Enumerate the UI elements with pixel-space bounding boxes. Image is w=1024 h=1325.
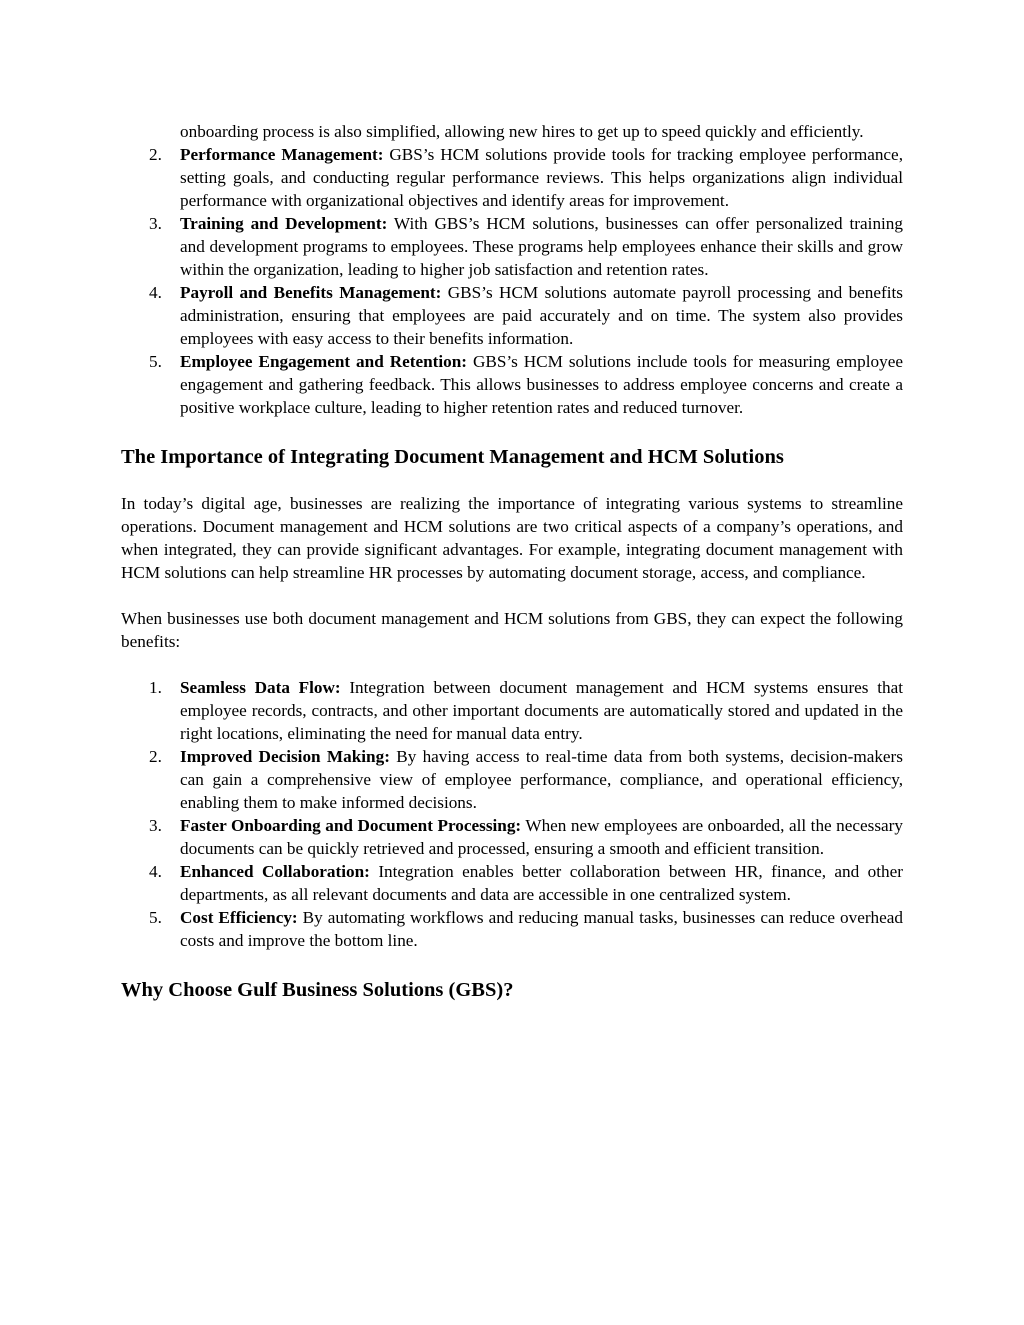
list-item-number: 5.: [149, 352, 162, 371]
list-item-title: Performance Management:: [180, 145, 384, 164]
list-item-title: Employee Engagement and Retention:: [180, 352, 468, 371]
list-item: [121, 676, 903, 745]
list-item-number: 3.: [149, 214, 162, 233]
list-item-text: GBS’s HCM solutions include tools for measuring employee engagement and gathering feedback. This allows businesses to address employee concerns and create a positive workplace culture, leading to higher retention rates and reduced turnover.: [180, 352, 903, 417]
list-item-text: By having access to real-time data from both systems, decision-makers can gain a comprehensive view of employee performance, compliance, and operational efficiency, enabling them to make informed decisions.: [180, 747, 903, 812]
list-item-number: 3.: [149, 816, 162, 835]
list-item-text: When new employees are onboarded, all the necessary documents can be quickly retrieved and processed, ensuring a smooth and efficient transition.: [180, 816, 903, 858]
list-item-title: Training and Development:: [180, 214, 388, 233]
list-item-title: Cost Efficiency:: [180, 908, 298, 927]
list-item-continuation: onboarding process is also simplified, allowing new hires to get up to speed quickly and efficiently.: [180, 122, 864, 141]
list-item-title: Payroll and Benefits Management:: [180, 283, 442, 302]
list-item-number: 4.: [149, 862, 162, 881]
list-item: [121, 814, 903, 860]
hcm-features-list: [121, 143, 903, 419]
list-item: [121, 281, 903, 350]
list-item-text: GBS’s HCM solutions automate payroll processing and benefits administration, ensuring that employees are paid accurately and on time. The system also provides employees with easy access to their benefits information.: [180, 283, 903, 348]
benefits-list: [121, 676, 903, 952]
section-heading-integration: The Importance of Integrating Document Management and HCM Solutions: [121, 446, 784, 468]
list-item: [121, 350, 903, 419]
list-item-title: Seamless Data Flow:: [180, 678, 341, 697]
paragraph-benefits-intro: When businesses use both document management and HCM solutions from GBS, they can expect the following benefits:: [121, 609, 903, 651]
list-item: [121, 906, 903, 952]
list-item: [121, 860, 903, 906]
list-item: [121, 212, 903, 281]
list-item-number: 2.: [149, 747, 162, 766]
list-item-number: 5.: [149, 908, 162, 927]
list-item-text: Integration enables better collaboration between HR, finance, and other departments, as all relevant documents and data are accessible in one centralized system.: [180, 862, 903, 904]
section-heading-why-gbs: Why Choose Gulf Business Solutions (GBS)?: [121, 979, 514, 1001]
list-item-title: Faster Onboarding and Document Processing:: [180, 816, 522, 835]
list-item-title: Enhanced Collaboration:: [180, 862, 370, 881]
list-item-text: By automating workflows and reducing manual tasks, businesses can reduce overhead costs and improve the bottom line.: [180, 908, 903, 950]
list-item-text: With GBS’s HCM solutions, businesses can offer personalized training and development programs to employees. These programs help employees enhance their skills and grow within the organization, leading to higher job satisfaction and retention rates.: [180, 214, 903, 279]
list-item-number: 4.: [149, 283, 162, 302]
list-item-text: GBS’s HCM solutions provide tools for tracking employee performance, setting goals, and conducting regular performance reviews. This helps organizations align individual performance with organizational objectives and identify areas for improvement.: [180, 145, 903, 210]
list-item: [121, 143, 903, 212]
list-item-title: Improved Decision Making:: [180, 747, 390, 766]
list-item-text: Integration between document management and HCM systems ensures that employee records, contracts, and other important documents are automatically stored and updated in the right locations, eliminating the need for manual data entry.: [180, 678, 903, 743]
list-item: [121, 745, 903, 814]
list-item-number: 2.: [149, 145, 162, 164]
list-item-number: 1.: [149, 678, 162, 697]
paragraph-integration-intro: In today’s digital age, businesses are realizing the importance of integrating various systems to streamline operations. Document management and HCM solutions are two critical aspects of a company’s operations, and when integrated, they can provide significant advantages. For example, integrating document management with HCM solutions can help streamline HR processes by automating document storage, access, and compliance.: [121, 494, 903, 582]
page-content: [121, 120, 903, 1002]
